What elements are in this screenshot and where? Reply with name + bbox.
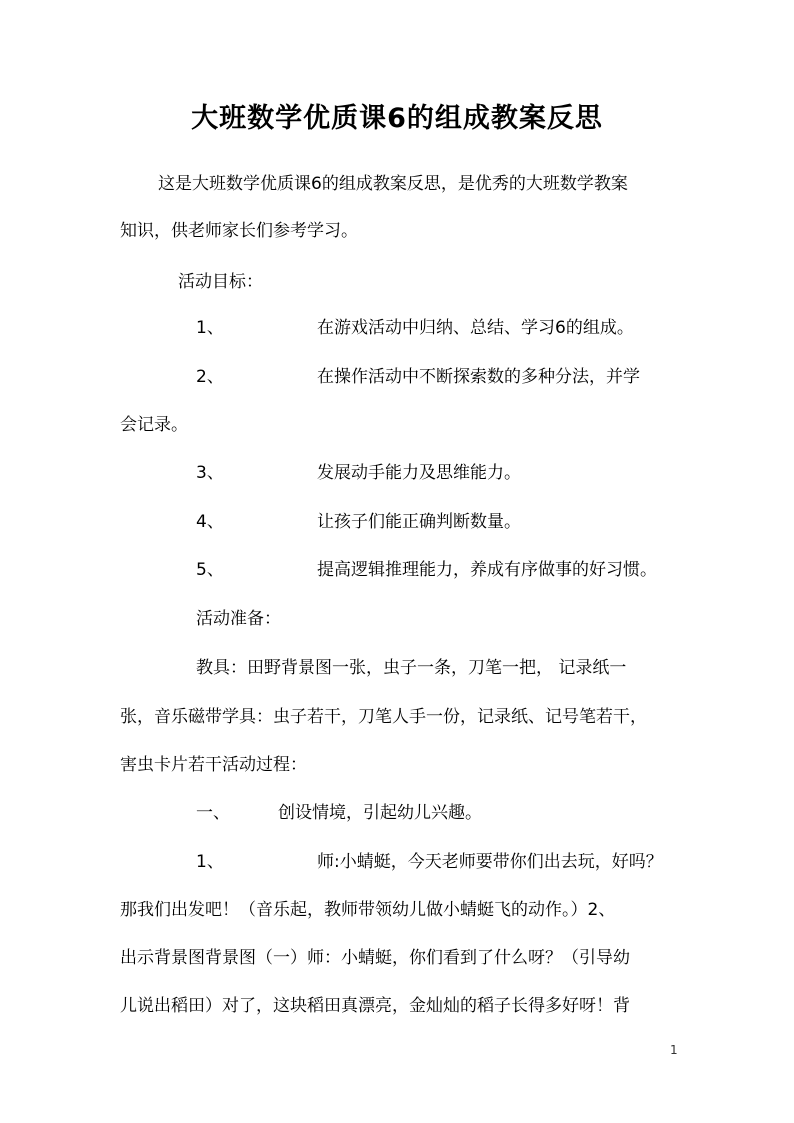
document-title: 大班数学优质课6的组成教案反思 bbox=[191, 103, 603, 134]
prep-line-2: 张，音乐磁带学具：虫子若干，刀笔人手一份，记录纸、记号笔若干， bbox=[120, 707, 647, 727]
goal-text: 在游戏活动中归纳、总结、学习6的组成。 bbox=[317, 318, 634, 338]
prep-heading: 活动准备： bbox=[196, 609, 281, 629]
goal-number: 5、 bbox=[196, 560, 224, 580]
page-number: 1 bbox=[670, 1043, 678, 1057]
goals-heading: 活动目标： bbox=[178, 272, 263, 292]
step-text: 创设情境，引起幼儿兴趣。 bbox=[278, 803, 482, 823]
goal-text: 在操作活动中不断探索数的多种分法，并学 bbox=[317, 367, 640, 387]
goal-number: 3、 bbox=[196, 463, 224, 483]
substep-number: 1、 bbox=[196, 852, 224, 872]
body-line-1: 那我们出发吧！（音乐起，教师带领幼儿做小蜻蜓飞的动作。）2、 bbox=[120, 900, 616, 920]
intro-line-2: 知识，供老师家长们参考学习。 bbox=[120, 221, 358, 241]
goal-text: 提高逻辑推理能力，养成有序做事的好习惯。 bbox=[317, 560, 657, 580]
substep-text: 师:小蜻蜓，今天老师要带你们出去玩，好吗？ bbox=[317, 852, 663, 872]
body-line-2: 出示背景图背景图（一）师：小蜻蜓，你们看到了什么呀？（引导幼 bbox=[120, 948, 630, 968]
goal-text: 发展动手能力及思维能力。 bbox=[317, 463, 521, 483]
prep-line-3: 害虫卡片若干活动过程： bbox=[120, 755, 307, 775]
goal-number: 1、 bbox=[196, 318, 224, 338]
goal-text-continued: 会记录。 bbox=[120, 415, 188, 435]
body-line-3: 儿说出稻田）对了，这块稻田真漂亮，金灿灿的稻子长得多好呀！背 bbox=[120, 996, 630, 1016]
goal-text: 让孩子们能正确判断数量。 bbox=[317, 512, 521, 532]
prep-line-1: 教具：田野背景图一张，虫子一条，刀笔一把， 记录纸一 bbox=[196, 658, 627, 678]
intro-line-1: 这是大班数学优质课6的组成教案反思，是优秀的大班数学教案 bbox=[158, 174, 628, 194]
goal-number: 2、 bbox=[196, 367, 224, 387]
goal-number: 4、 bbox=[196, 512, 224, 532]
step-number: 一、 bbox=[196, 803, 230, 823]
